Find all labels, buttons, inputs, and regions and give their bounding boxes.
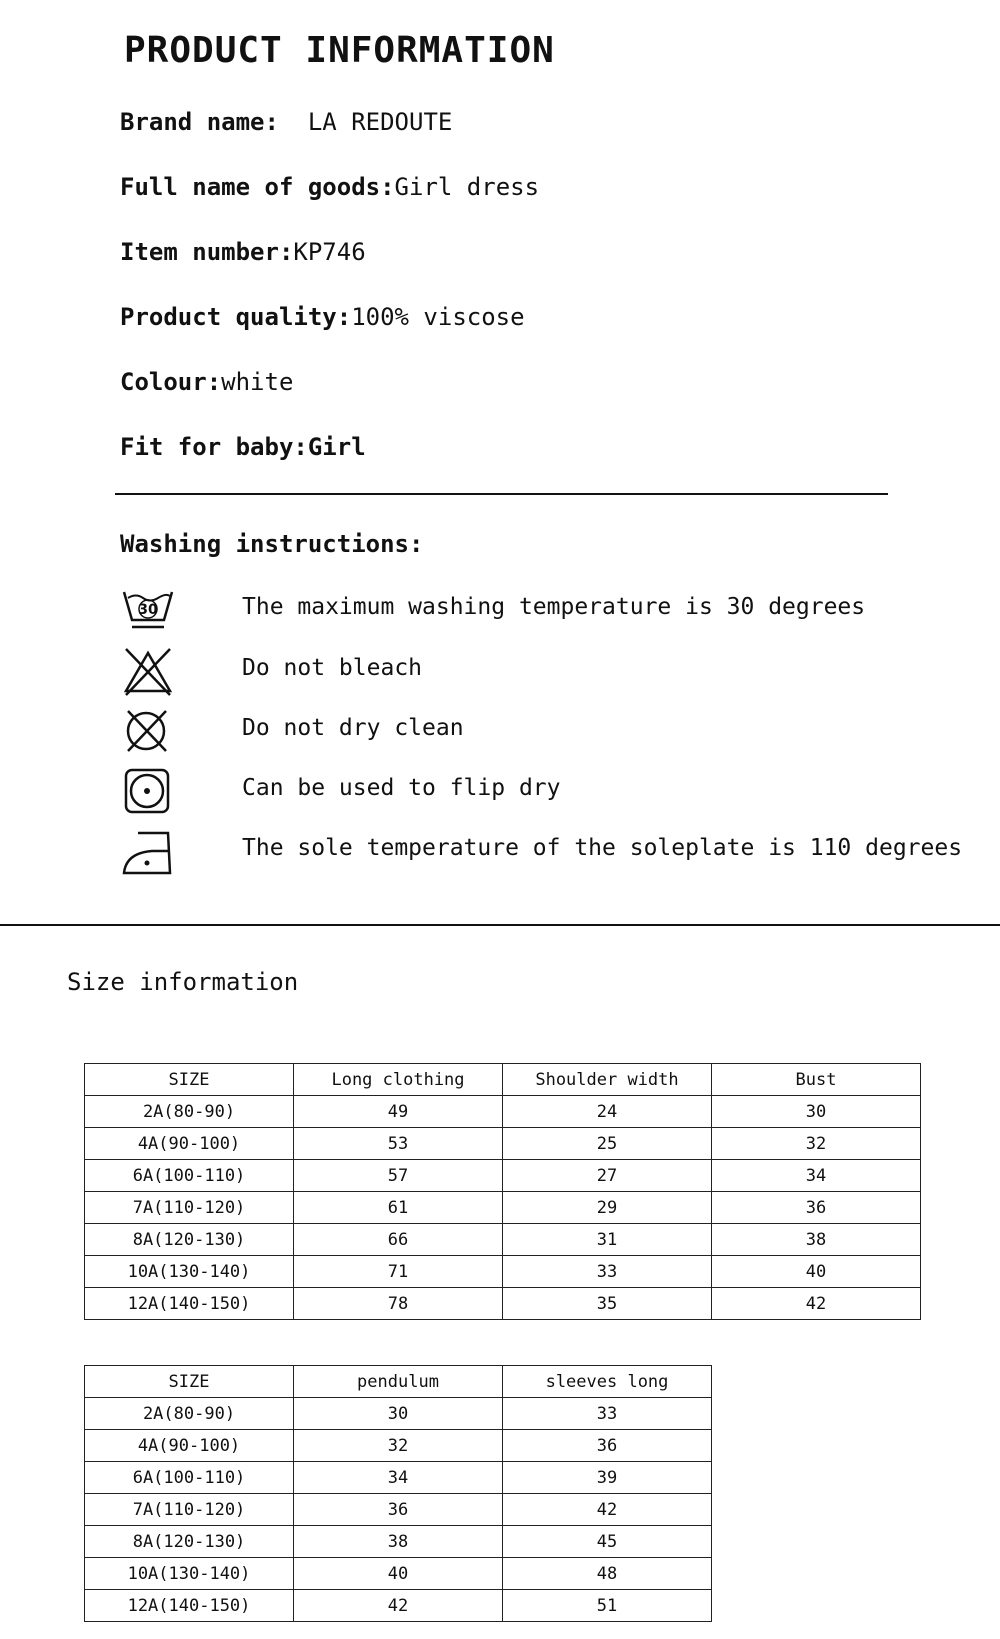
table-cell: 57	[294, 1160, 503, 1192]
info-fit	[120, 433, 366, 461]
info-colour	[120, 368, 293, 396]
info-brand	[120, 108, 452, 136]
wash-row	[122, 645, 982, 701]
table-header: Long clothing	[294, 1064, 503, 1096]
wash-text: Do not dry clean	[242, 715, 464, 741]
table-cell: 6A(100-110)	[85, 1160, 294, 1192]
table-row	[85, 1462, 712, 1494]
table-row	[85, 1256, 921, 1288]
page-title: PRODUCT INFORMATION	[124, 30, 555, 71]
table-header: SIZE	[85, 1064, 294, 1096]
table-header: Shoulder width	[503, 1064, 712, 1096]
table-cell: 7A(110-120)	[85, 1494, 294, 1526]
table-row	[85, 1224, 921, 1256]
table-row	[85, 1128, 921, 1160]
table-cell: 39	[503, 1462, 712, 1494]
table-cell: 30	[712, 1096, 921, 1128]
table-cell: 12A(140-150)	[85, 1288, 294, 1320]
table-cell: 2A(80-90)	[85, 1096, 294, 1128]
table-row	[85, 1558, 712, 1590]
table-cell: 30	[294, 1398, 503, 1430]
table-cell: 71	[294, 1256, 503, 1288]
table-row	[85, 1526, 712, 1558]
wash-text: Can be used to flip dry	[242, 775, 561, 801]
table-cell: 35	[503, 1288, 712, 1320]
divider	[115, 493, 888, 495]
table-cell: 45	[503, 1526, 712, 1558]
table-cell: 31	[503, 1224, 712, 1256]
wash-text: The maximum washing temperature is 30 degrees	[242, 594, 866, 620]
table-cell: 36	[712, 1192, 921, 1224]
wash-30-icon	[122, 584, 174, 636]
table-cell: 7A(110-120)	[85, 1192, 294, 1224]
size-table-measurements	[84, 1063, 921, 1320]
info-full-name	[120, 173, 539, 201]
info-label: Item number:	[120, 238, 294, 266]
info-label: Fit for baby:	[120, 433, 308, 461]
table-header: pendulum	[294, 1366, 503, 1398]
size-table-pendulum-sleeves	[84, 1365, 712, 1622]
table-cell: 32	[712, 1128, 921, 1160]
table-cell: 48	[503, 1558, 712, 1590]
wash-text: The sole temperature of the soleplate is 110 degrees	[242, 835, 963, 861]
table-cell: 53	[294, 1128, 503, 1160]
table-cell: 38	[294, 1526, 503, 1558]
table-cell: 42	[503, 1494, 712, 1526]
table-cell: 29	[503, 1192, 712, 1224]
wash-row	[122, 584, 982, 640]
table-cell: 6A(100-110)	[85, 1462, 294, 1494]
table-cell: 33	[503, 1256, 712, 1288]
table-row	[85, 1160, 921, 1192]
table-cell: 4A(90-100)	[85, 1430, 294, 1462]
info-value: Girl	[307, 433, 366, 461]
size-heading: Size information	[67, 968, 299, 996]
washing-heading: Washing instructions:	[120, 530, 424, 558]
table-header: sleeves long	[503, 1366, 712, 1398]
table-row	[85, 1590, 712, 1622]
table-row	[85, 1494, 712, 1526]
table-cell: 10A(130-140)	[85, 1256, 294, 1288]
table-header-row	[85, 1064, 921, 1096]
table-cell: 51	[503, 1590, 712, 1622]
tumble-dry-icon	[122, 765, 174, 817]
table-cell: 38	[712, 1224, 921, 1256]
info-label: Colour:	[120, 368, 222, 396]
table-cell: 32	[294, 1430, 503, 1462]
table-row	[85, 1398, 712, 1430]
no-dry-clean-icon	[122, 705, 174, 757]
table-cell: 4A(90-100)	[85, 1128, 294, 1160]
no-bleach-icon	[122, 645, 174, 697]
table-row	[85, 1430, 712, 1462]
table-cell: 49	[294, 1096, 503, 1128]
table-cell: 78	[294, 1288, 503, 1320]
table-cell: 2A(80-90)	[85, 1398, 294, 1430]
info-label: Product quality:	[120, 303, 352, 331]
info-label: Full name of goods:	[120, 173, 395, 201]
table-cell: 40	[712, 1256, 921, 1288]
table-cell: 61	[294, 1192, 503, 1224]
table-cell: 34	[712, 1160, 921, 1192]
table-cell: 36	[503, 1430, 712, 1462]
info-value: white	[221, 368, 294, 396]
table-cell: 8A(120-130)	[85, 1224, 294, 1256]
iron-icon	[122, 825, 174, 877]
table-cell: 42	[712, 1288, 921, 1320]
table-cell: 40	[294, 1558, 503, 1590]
info-quality	[120, 303, 525, 331]
info-item-number	[120, 238, 366, 266]
info-value: LA REDOUTE	[278, 108, 453, 136]
info-value: KP746	[293, 238, 366, 266]
table-header: Bust	[712, 1064, 921, 1096]
info-label: Brand name:	[120, 108, 279, 136]
table-header-row	[85, 1366, 712, 1398]
wash-text: Do not bleach	[242, 655, 423, 681]
info-value: 100% viscose	[351, 303, 525, 331]
info-value: Girl dress	[394, 173, 540, 201]
table-cell: 27	[503, 1160, 712, 1192]
table-cell: 24	[503, 1096, 712, 1128]
table-cell: 34	[294, 1462, 503, 1494]
table-cell: 36	[294, 1494, 503, 1526]
table-cell: 10A(130-140)	[85, 1558, 294, 1590]
wash-row	[122, 765, 982, 821]
table-cell: 8A(120-130)	[85, 1526, 294, 1558]
table-cell: 66	[294, 1224, 503, 1256]
table-cell: 42	[294, 1590, 503, 1622]
table-cell: 25	[503, 1128, 712, 1160]
section-divider	[0, 924, 1000, 926]
wash-temp-text: 30	[138, 602, 158, 618]
table-header: SIZE	[85, 1366, 294, 1398]
wash-row	[122, 825, 982, 881]
table-cell: 33	[503, 1398, 712, 1430]
wash-row	[122, 705, 982, 761]
table-row	[85, 1192, 921, 1224]
table-cell: 12A(140-150)	[85, 1590, 294, 1622]
table-row	[85, 1096, 921, 1128]
table-row	[85, 1288, 921, 1320]
